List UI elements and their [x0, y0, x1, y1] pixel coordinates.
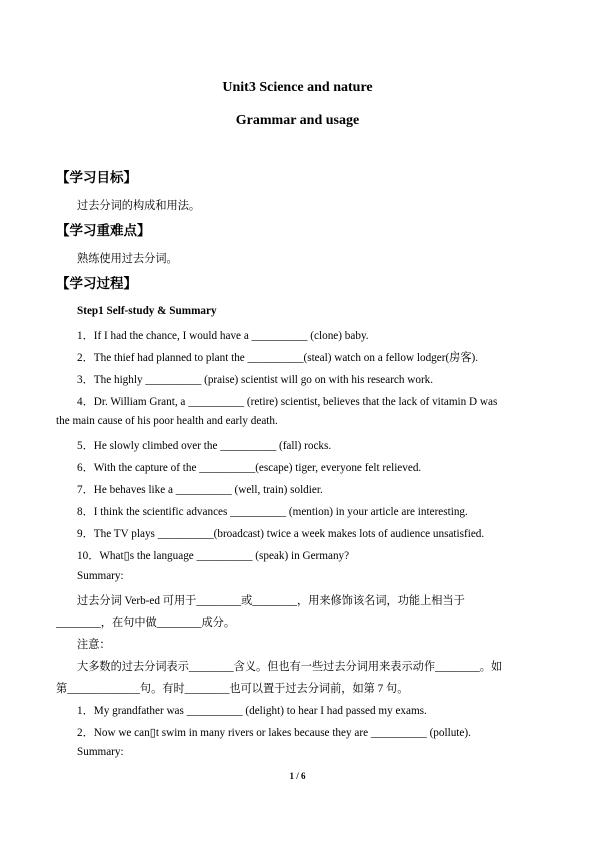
step1-title: Step1 Self-study & Summary: [77, 305, 217, 317]
exercise-item: 2．The thief had planned to plant the __________(steal) watch on a fellow lodger(房客).: [77, 352, 479, 364]
exercise-item-continuation: the main cause of his poor health and early death.: [56, 415, 278, 427]
note-line: 大多数的过去分词表示________含义。但也有一些过去分词用来表示动作________。如: [77, 661, 503, 673]
section-header-goals: 【学习目标】: [56, 170, 137, 186]
section-header-difficulties: 【学习重难点】: [56, 223, 151, 239]
note-line: 第_____________句。有时________也可以置于过去分词前，如第 7 句。: [56, 683, 409, 695]
exercise-item: 10．What▯s the language __________ (speak) in Germany?: [77, 550, 350, 562]
exercise-item: 6．With the capture of the __________(escape) tiger, everyone felt relieved.: [77, 462, 422, 474]
exercise-item: 3．The highly __________ (praise) scientist will go on with his research work.: [77, 374, 434, 386]
page-number: 1 / 6: [289, 771, 306, 781]
exercise2-item: 1．My grandfather was __________ (delight) to hear I had passed my exams.: [77, 705, 427, 717]
exercise-item: 9．The TV plays __________(broadcast) twice a week makes lots of audience unsatisfied.: [77, 528, 485, 540]
document-subtitle: Grammar and usage: [235, 113, 360, 128]
summary2-label: Summary:: [77, 746, 124, 758]
exercise-item: 5．He slowly climbed over the __________ (fall) rocks.: [77, 440, 332, 452]
difficulty-text: 熟练使用过去分词。: [77, 253, 178, 265]
exercise-item: 4．Dr. William Grant, a __________ (retire) scientist, believes that the lack of vitamin D was: [77, 396, 498, 408]
exercise-item: 8．I think the scientific advances __________ (mention) in your article are interesting.: [77, 506, 468, 518]
document-title: Unit3 Science and nature: [222, 80, 373, 95]
note-label: 注意：: [77, 639, 111, 651]
section-header-process: 【学习过程】: [56, 276, 137, 292]
exercise-item: 7．He behaves like a __________ (well, train) soldier.: [77, 484, 323, 496]
summary-label: Summary:: [77, 570, 124, 582]
exercise-item: 1．If I had the chance, I would have a __________ (clone) baby.: [77, 330, 369, 342]
goal-text: 过去分词的构成和用法。: [77, 200, 201, 212]
summary-line: 过去分词 Verb-ed 可用于________或________，用来修饰该名词，功能上相当于: [77, 595, 465, 607]
summary-line: ________，在句中做________成分。: [56, 617, 236, 629]
exercise2-item: 2．Now we can▯t swim in many rivers or lakes because they are __________ (pollute).: [77, 727, 471, 739]
